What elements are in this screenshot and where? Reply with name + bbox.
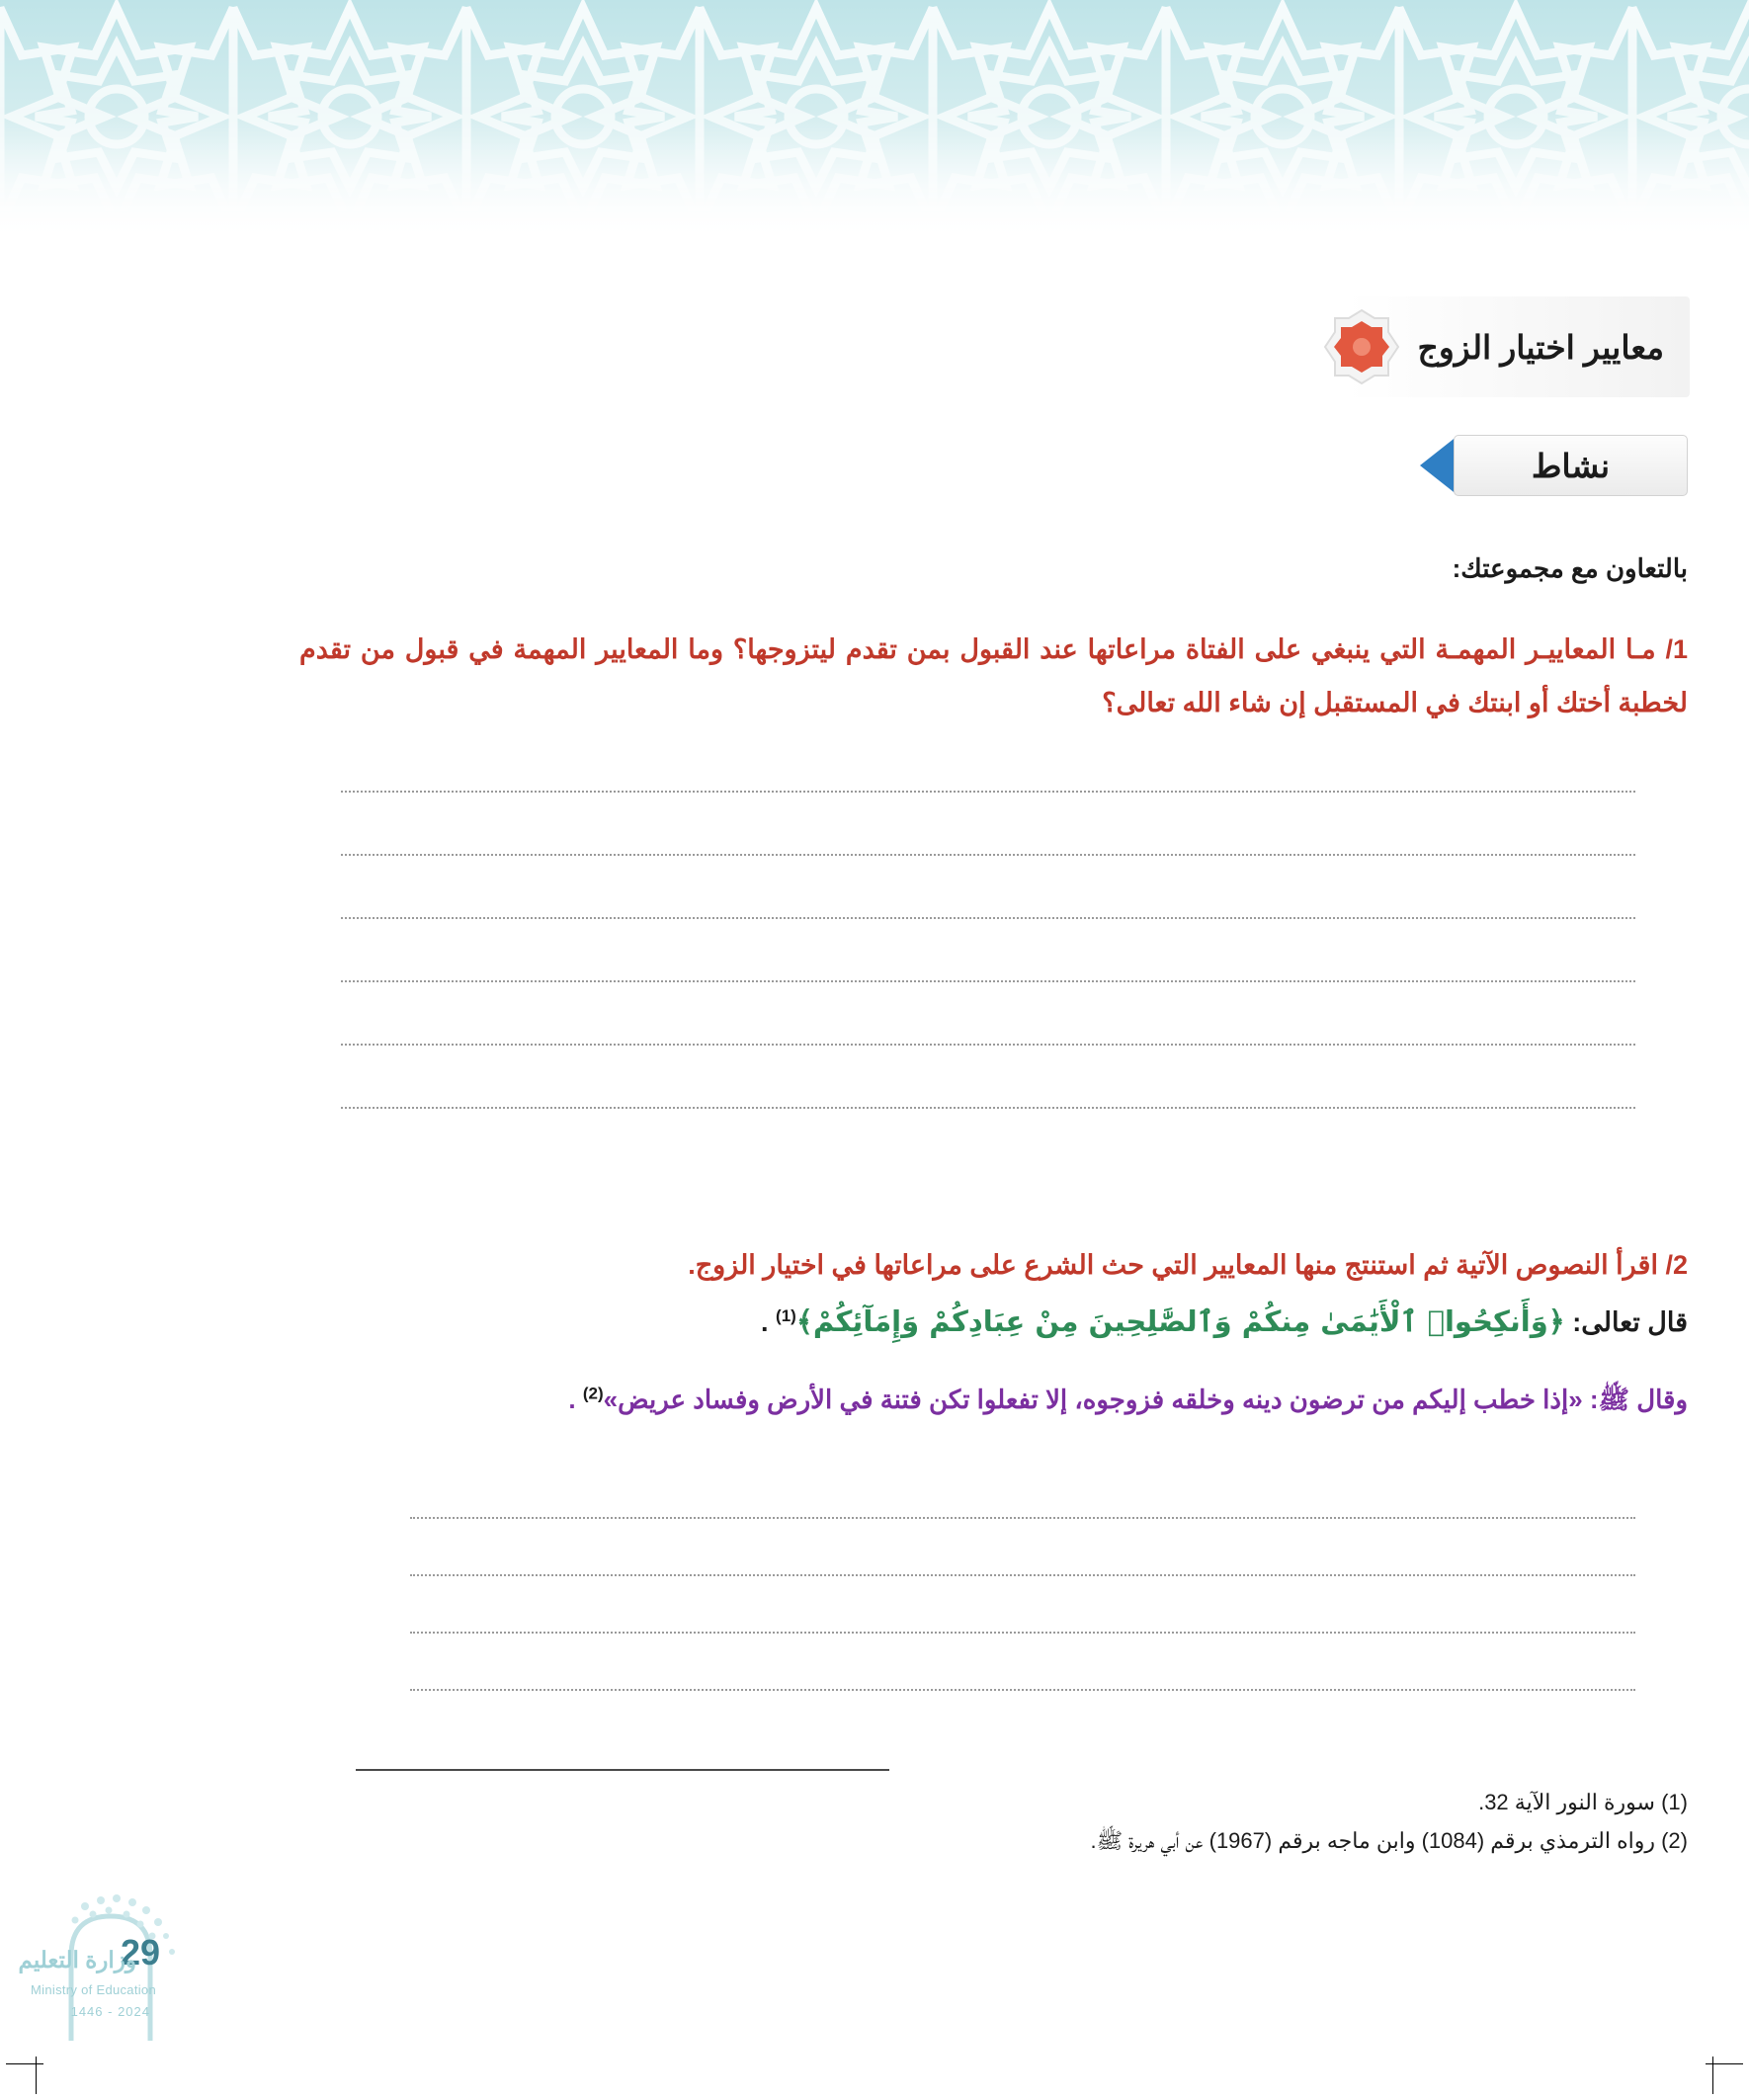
answer-line[interactable] [341, 980, 1635, 982]
crop-mark-bottom-right-v [1712, 2057, 1713, 2094]
ministry-name-en: Ministry of Education [31, 1982, 156, 1997]
question-1: 1/ مـا المعاييـر المهمـة التي ينبغي على الفتاة مراعاتها عند القبول بمن تقدم ليتزوجها؟ وما المعايير المهمة في قبول من تقدم لخطبة أختك أو ابنتك في المستقبل إن شاء الله تعالى؟ [299, 634, 1688, 717]
ayah-footnote-ref: (1) [776, 1306, 796, 1325]
activity-banner [1420, 435, 1688, 496]
ayah-period: . [760, 1307, 769, 1337]
rosette-icon [1323, 308, 1400, 385]
section-title-band [1200, 296, 1690, 397]
answer-line[interactable] [410, 1574, 1635, 1576]
page-number: 29 [120, 1932, 160, 1973]
answer-line[interactable] [341, 854, 1635, 856]
activity-label: نشاط [1531, 447, 1611, 484]
hadith-period: . [568, 1385, 576, 1414]
lead-instruction: بالتعاون مع مجموعتك: [1452, 553, 1688, 583]
ayah-block [299, 1304, 1688, 1338]
answer-line[interactable] [341, 917, 1635, 919]
answer-line[interactable] [410, 1632, 1635, 1634]
section-title [1200, 296, 1690, 397]
footnote-item: (2) رواه الترمذي برقم (1084) وابن ماجه برقم (1967) عن أبي هريرة ﷺ. [1090, 1827, 1688, 1853]
hadith-text: «إذا خطب إليكم من ترضون دينه وخلقه فزوجوه، إلا تفعلوا تكن فتنة في الأرض وفساد عريض» [603, 1385, 1583, 1414]
ministry-year: 2024 - 1446 [70, 2004, 150, 2019]
hadith-footnote-ref: (2) [582, 1384, 604, 1403]
hadith-block [299, 1384, 1688, 1421]
crop-mark-bottom-left-v [36, 2057, 37, 2094]
arrow-left-icon [1420, 436, 1458, 495]
answer-line[interactable] [410, 1689, 1635, 1691]
answer-line[interactable] [341, 1107, 1635, 1109]
crop-mark-bottom-left-h [6, 2063, 43, 2064]
answer-lines-block-2 [410, 1517, 1635, 1691]
question-2: 2/ اقرأ النصوص الآتية ثم استنتج منها المعايير التي حث الشرع على مراعاتها في اختيار الزوج. [688, 1250, 1688, 1280]
hadith-intro: وقال ﷺ: [1589, 1385, 1688, 1414]
ayah-text: ﴿وَأَنكِحُوا۟ ٱلْأَيَٰمَىٰ مِنكُمْ وَٱلصَّٰلِحِينَ مِنْ عِبَادِكُمْ وَإِمَآئِكُمْ﴾ [795, 1304, 1565, 1338]
answer-line[interactable] [341, 1044, 1635, 1046]
geometric-pattern [0, 0, 1749, 247]
crop-mark-bottom-right-h [1706, 2063, 1743, 2064]
footnotes [356, 1784, 1688, 1860]
footnote-item: (1) سورة النور الآية 32. [1478, 1790, 1688, 1814]
answer-line[interactable] [341, 791, 1635, 793]
decorative-header-band [0, 0, 1749, 247]
section-title-label: معايير اختيار الزوج [1417, 328, 1664, 366]
ayah-intro: قال تعالى: [1572, 1307, 1688, 1337]
activity-box [1454, 435, 1688, 496]
ministry-name-ar: وزارة التعليم [18, 1947, 136, 1973]
answer-lines-block-1 [341, 791, 1635, 1109]
answer-line[interactable] [410, 1517, 1635, 1519]
footnote-divider [356, 1769, 889, 1771]
